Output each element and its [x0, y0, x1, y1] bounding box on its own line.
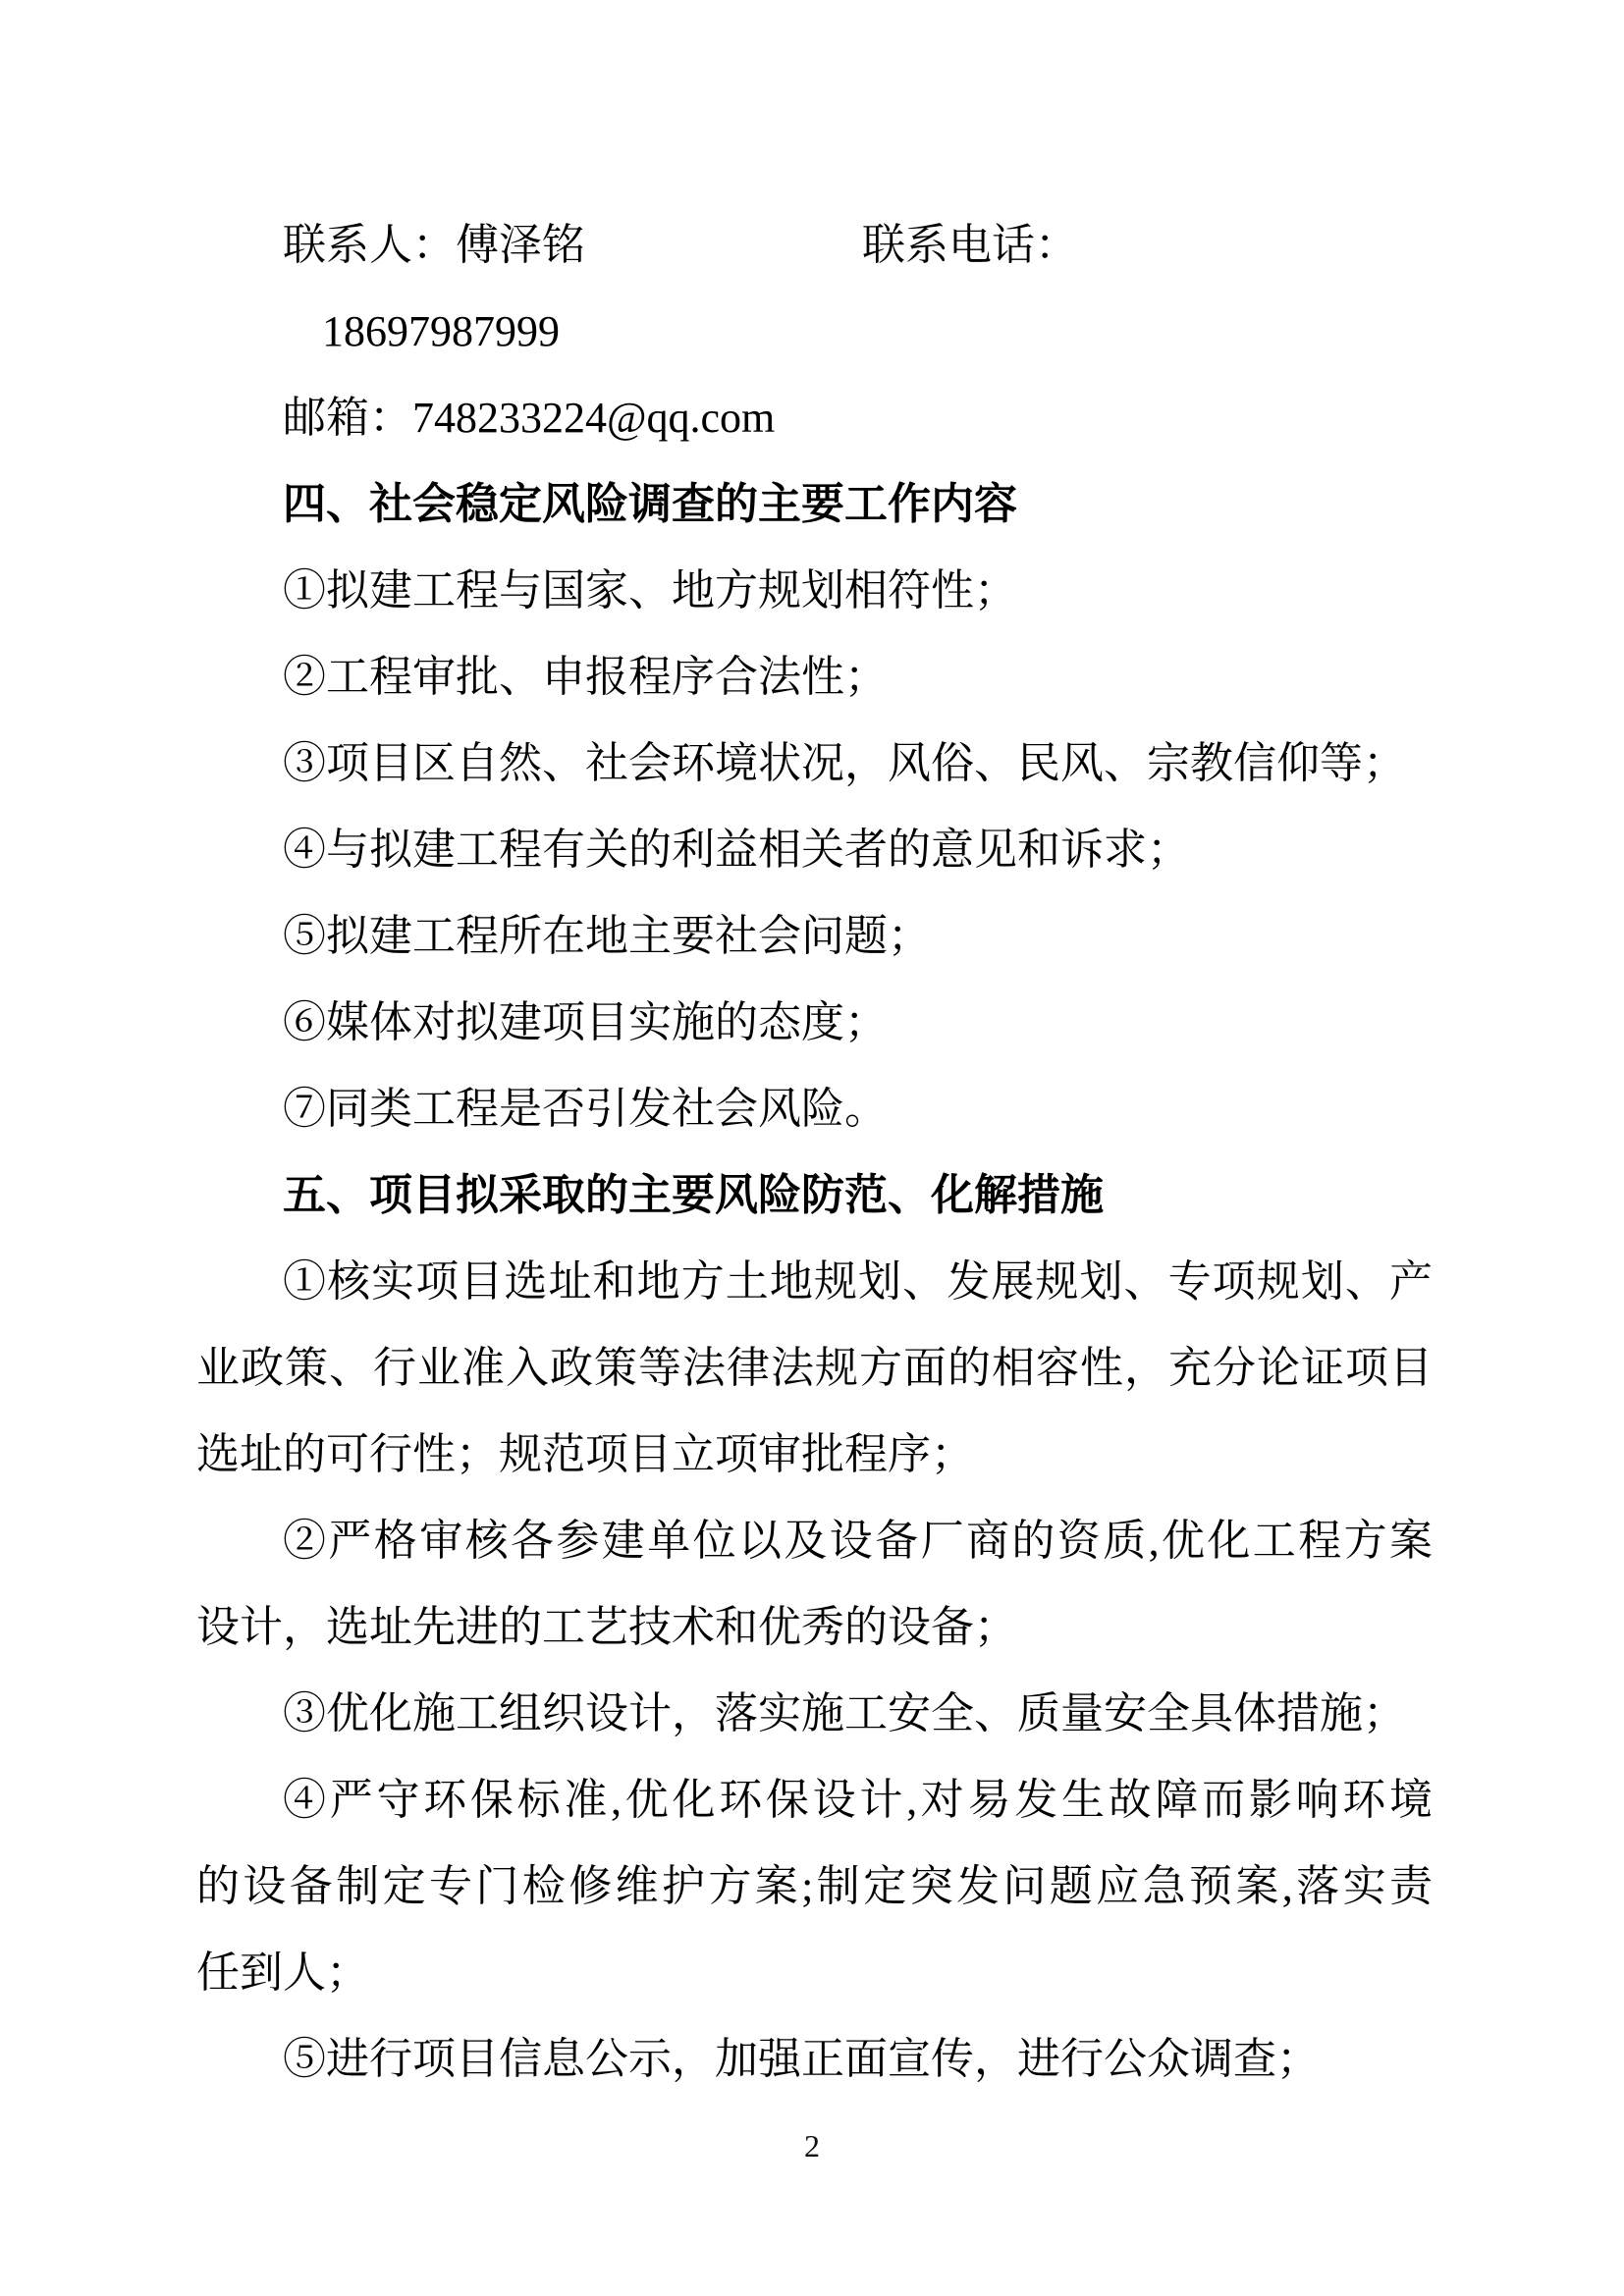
- section4-heading: 四、社会稳定风险调查的主要工作内容: [283, 480, 1017, 528]
- section5-heading: 五、项目拟采取的主要风险防范、化解措施: [283, 1171, 1104, 1219]
- section4-item-6: ⑥媒体对拟建项目实施的态度；: [283, 998, 888, 1046]
- section5-item-5-line-1: ⑤进行项目信息公示，加强正面宣传，进行公众调查；: [283, 2035, 1320, 2083]
- section5-item-2: [196, 1498, 1433, 1671]
- section4-item-4: ④与拟建工程有关的利益相关者的意见和诉求；: [283, 826, 1190, 874]
- contact-email: 邮箱：748233224@qq.com: [283, 394, 776, 442]
- section5-item-2-line-1: ②严格审核各参建单位以及设备厂商的资质,优化工程方案: [283, 1517, 1433, 1565]
- section5-item-1-line-1: ①核实项目选址和地方土地规划、发展规划、专项规划、产: [283, 1257, 1433, 1306]
- contact-phone-number: 18697987999: [322, 307, 560, 355]
- section5-item-4-line-2: 的设备制定专门检修维护方案;制定突发问题应急预案,落实责: [196, 1862, 1433, 1910]
- section4-item-2: ②工程审批、申报程序合法性；: [283, 653, 888, 701]
- section4-item-5: ⑤拟建工程所在地主要社会问题；: [283, 912, 931, 960]
- section5-item-2-line-2: 设计，选址先进的工艺技术和优秀的设备；: [196, 1603, 1017, 1651]
- contact-line: [196, 202, 1433, 375]
- section5-item-5: [196, 2016, 1433, 2103]
- section5-item-3-line-1: ③优化施工组织设计，落实施工安全、质量安全具体措施；: [283, 1689, 1406, 1737]
- section5-item-3: [196, 1671, 1433, 1757]
- section5-item-1: [196, 1239, 1433, 1498]
- section5-item-1-line-3: 选址的可行性；规范项目立项审批程序；: [196, 1430, 974, 1478]
- section5-item-4-line-3: 任到人；: [196, 1949, 369, 1997]
- section4-item-3: ③项目区自然、社会环境状况，风俗、民风、宗教信仰等；: [283, 739, 1406, 787]
- section5-item-4: [196, 1757, 1433, 2016]
- page-number: 2: [804, 2128, 820, 2163]
- document-body: [196, 202, 1433, 2103]
- section5-item-1-line-2: 业政策、行业准入政策等法律法规方面的相容性，充分论证项目: [196, 1344, 1433, 1392]
- section4-item-1: ①拟建工程与国家、地方规划相符性；: [283, 566, 1017, 614]
- section4-item-7: ⑦同类工程是否引发社会风险。: [283, 1085, 888, 1133]
- section5-item-4-line-1: ④严守环保标准,优化环保设计,对易发生故障而影响环境: [283, 1776, 1433, 1824]
- contact-person: 联系人：傅泽铭: [283, 221, 585, 269]
- contact-phone-label: 联系电话：: [862, 221, 1078, 269]
